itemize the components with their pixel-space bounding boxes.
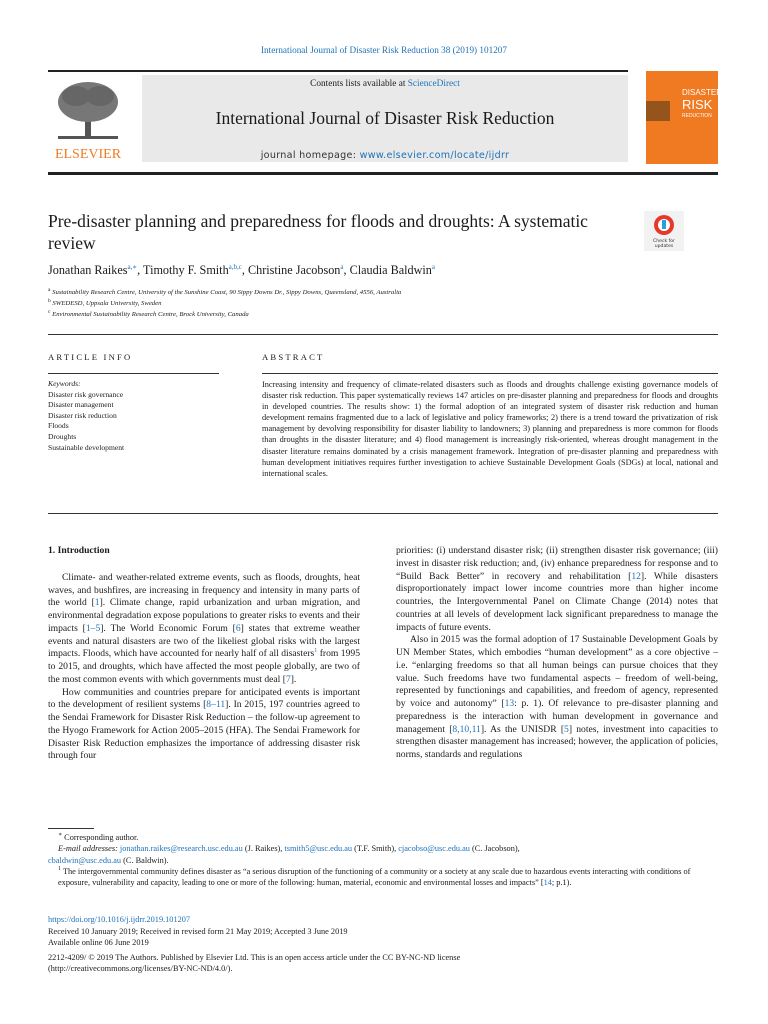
email-label: E-mail addresses: — [58, 844, 118, 854]
author-affiliation-marker[interactable]: a,b,c — [228, 262, 242, 271]
author-name: Jonathan Raikes — [48, 263, 128, 277]
email-link[interactable]: cjacobso@usc.edu.au — [398, 844, 470, 854]
affiliation-marker: b — [48, 297, 51, 304]
paragraph — [396, 634, 718, 762]
available-online: Available online 06 June 2019 — [48, 938, 149, 947]
email-addresses-cont — [48, 855, 718, 866]
article-info-divider — [48, 373, 219, 374]
reference-link[interactable]: 13 — [504, 698, 515, 709]
paragraph — [396, 545, 718, 634]
abstract-heading: ABSTRACT — [262, 352, 325, 362]
body-column-right — [396, 545, 718, 762]
author-name: Timothy F. Smith — [143, 263, 229, 277]
cover-word-2: RISK — [682, 97, 713, 112]
reference-link[interactable]: 1 — [94, 597, 100, 609]
publisher-name: ELSEVIER — [54, 147, 122, 162]
footnote-text: The intergovernmental community defines disaster as “a serious disruption of the functioning of a community or a society at any scale due to hazardous events interacting with conditions of exposure, vulnerability and capacity, leading to one or more of the following: human, material, economic and environmental losses and impacts” [ — [58, 866, 691, 888]
elsevier-logo — [48, 74, 128, 164]
badge-line-2: updates — [654, 244, 674, 249]
paragraph — [48, 687, 360, 764]
journal-citation[interactable]: International Journal of Disaster Risk Reduction 38 (2019) 101207 — [261, 45, 507, 55]
section-divider — [48, 334, 718, 335]
keywords-label: Keywords: — [48, 379, 81, 388]
affiliation — [48, 297, 648, 307]
body-divider — [48, 513, 718, 514]
article-info-heading: ARTICLE INFO — [48, 352, 133, 362]
license-url[interactable]: (http://creativecommons.org/licenses/BY-NC-ND/4.0/). — [48, 964, 233, 973]
affiliation-text: Sustainability Research Centre, University of the Sunshine Coast, 90 Sippy Downs Dr., Sippy Downs, Queensland, 4556, Australia — [52, 289, 402, 296]
keyword: Disaster risk reduction — [48, 410, 117, 420]
affiliation-marker: c — [48, 308, 51, 315]
contents-line — [142, 79, 628, 89]
keyword: Sustainable development — [48, 442, 125, 452]
paragraph-text: from 1995 to 2015, and droughts, which have affected the most people globally, are two of the most common events with which governments must deal [ — [48, 648, 360, 685]
author-affiliation-marker[interactable]: a — [340, 262, 344, 271]
publication-info — [48, 914, 718, 975]
footnote-divider — [48, 828, 94, 829]
check-updates-icon — [644, 211, 684, 251]
keyword: Droughts — [48, 431, 77, 441]
abstract-text: Increasing intensity and frequency of climate-related disasters such as floods and droughts challenge existing governance models of disaster risk reduction. This paper systematically reviews 147 articles on pre-disaster planning and preparedness for floods and droughts in developed countries. The results show: 1) the formal adoption of an integrated system of disaster risk reduction and human development remains fragmented due to a lack of legislative and policy frameworks; 2) there is a trend toward the privatization of risk management by devolving responsibility for disaster liability to landowners; 3) planning and preparedness is more common for floods than droughts in the disaster literature; and 4) flood management is increasingly risk-oriented, whereas drought management in the disaster literature remains dominated by a crisis management framework. Integration of pre-disaster planning and preparedness with human development initiatives requires further investigation to achieve Sustainable Development Goals (SDGs) at local, national and international scales. — [262, 380, 718, 478]
author-affiliation-marker[interactable]: a — [431, 262, 435, 271]
reference-link[interactable]: 6 — [235, 622, 241, 634]
reference-link[interactable]: 7 — [285, 673, 291, 685]
keyword: Floods — [48, 421, 69, 431]
paragraph-text: priorities: (i) understand disaster risk; (ii) strengthen disaster risk governance; (iii) invest in disaster risk reduction; and, (iv) enhance preparedness for response and to “Build Back Better” in recovery and rehabilitation [ — [396, 545, 718, 582]
author-separator: , — [137, 263, 144, 277]
contents-prefix: Contents lists available at — [310, 79, 408, 89]
paragraph-text: ]. As the UNISDR [ — [480, 723, 565, 735]
footnotes — [48, 832, 718, 888]
body-column-left — [48, 545, 360, 763]
journal-homepage — [142, 150, 628, 161]
journal-title: International Journal of Disaster Risk Reduction — [215, 108, 555, 128]
paragraph-text: ]. — [290, 673, 297, 685]
paragraph-text: Also in 2015 was the formal adoption of 17 Sustainable Development Goals by UN Member States, which embodies “human development” as a core objective – i.e. “enlarging freedoms so that all human beings can pursue choices that they value. Such freedoms have two fundamental aspects – freedom of well-being, represented by functionings and capabilities, and freedom of agency, represented by voice and autonomy” [ — [396, 634, 718, 709]
article-title: Pre-disaster planning and preparedness for floods and droughts: A systematic review — [48, 211, 588, 253]
paragraph-text: ] notes, investment into capacities to strengthen disaster management has increased; however, the application of policies, norms, standards and regulations — [396, 723, 719, 760]
footnote-number: 1 — [58, 866, 61, 873]
affiliation-text: Environmental Sustainability Research Centre, Brock University, Canada — [52, 311, 249, 318]
paragraph — [48, 572, 360, 687]
email-owner: (C. Jacobson), — [469, 844, 520, 854]
cover-word-1: DISASTER — [682, 88, 723, 97]
license-text: 2212-4209/ © 2019 The Authors. Published by Elsevier Ltd. This is an open access article under the CC BY-NC-ND license — [48, 952, 461, 962]
keyword: Disaster management — [48, 400, 114, 410]
email-link[interactable]: jonathan.raikes@research.usc.edu.au — [119, 844, 243, 854]
footnote-text: Corresponding author. — [64, 833, 139, 842]
email-link[interactable]: cbaldwin@usc.edu.au — [48, 855, 122, 865]
section-heading-introduction: 1. Introduction — [48, 545, 110, 556]
reference-link[interactable]: 1–5 — [85, 622, 101, 634]
keyword: Disaster risk governance — [48, 389, 124, 399]
author-separator: , — [343, 263, 350, 277]
reference-link[interactable]: 5 — [564, 723, 569, 735]
header-divider — [48, 70, 628, 72]
check-for-updates-badge[interactable] — [644, 211, 684, 251]
email-owner: (C. Baldwin). — [121, 855, 169, 865]
reference-link[interactable]: 8,10,11 — [452, 723, 481, 735]
abstract-divider — [262, 373, 718, 374]
cover-word-3: REDUCTION — [682, 113, 712, 119]
email-owner: (T.F. Smith), — [352, 844, 399, 854]
paragraph-text: Climate- and weather-related extreme events, such as floods, droughts, heat waves, and bushfires, are increasing in frequency and intensity in many parts of the world [ — [48, 571, 360, 609]
footnote-text: ; p.1). — [551, 878, 572, 888]
author-list — [48, 263, 648, 278]
received-dates: Received 10 January 2019; Received in revised form 21 May 2019; Accepted 3 June 2019 — [48, 926, 348, 936]
author-name: Christine Jacobson — [247, 263, 341, 277]
reference-link[interactable]: 8–11 — [206, 699, 226, 711]
paragraph-text: : p. 1). Of relevance to pre-disaster planning and preparedness is the interaction with human development in governance and management [ — [396, 698, 718, 735]
footnote-marker[interactable]: 1 — [314, 648, 318, 655]
sciencedirect-link[interactable]: ScienceDirect — [407, 79, 460, 89]
reference-link[interactable]: 14 — [543, 878, 552, 888]
affiliation — [48, 286, 648, 296]
affiliation-text: SWEDESD, Uppsala University, Sweden — [52, 300, 162, 307]
author-affiliation-marker[interactable]: a,∗ — [127, 262, 138, 271]
email-owner: (J. Raikes), — [242, 844, 285, 854]
journal-cover-image — [646, 71, 723, 164]
affiliation-marker: a — [48, 286, 51, 293]
paragraph-text: How communities and countries prepare for anticipated events is important to the development of resilient systems [ — [48, 686, 360, 711]
affiliation — [48, 308, 648, 318]
paragraph-text: ]. The World Economic Forum [ — [100, 622, 236, 634]
keywords-block — [48, 379, 228, 453]
footnote-1 — [48, 866, 718, 889]
paragraph-text: ]. While disasters disproportionately impact lower income countries more than higher income countries, the Intergovernmental Panel on Climate Change (2014) notes that countries at all levels of development lack significant preparedness to manage the impacts of future events. — [396, 570, 718, 633]
reference-link[interactable]: 12 — [631, 570, 641, 582]
author-separator: , — [241, 263, 248, 277]
corresponding-author-note: ∗ Corresponding author. — [58, 832, 139, 842]
badge-line-1: Check for — [653, 239, 675, 244]
paragraph-text: ]. In 2015, 197 countries agreed to the Sendai Framework for Disaster Risk Reduction – the follow-up agreement to the Hyogo Framework for Action 2005–2015 (HFA). The Sendai Framework for Disaster Risk Reduction emphasizes the importance of addressing disaster risk through four — [48, 699, 360, 762]
email-addresses — [48, 843, 718, 854]
doi-link[interactable]: https://doi.org/10.1016/j.ijdrr.2019.101207 — [48, 915, 191, 924]
email-link[interactable]: tsmith5@usc.edu.au — [284, 844, 353, 854]
paragraph-text: ]. Climate change, rapid urbanization and urban migration, and environmental degradation expose populations to greater risks to events and their impacts [ — [48, 597, 360, 634]
masthead-divider — [48, 172, 718, 175]
author-name: Claudia Baldwin — [349, 263, 432, 277]
homepage-link[interactable]: www.elsevier.com/locate/ijdrr — [359, 150, 510, 161]
homepage-label: journal homepage: — [260, 150, 360, 161]
paragraph-text: ] states that extreme weather events and natural disasters are two of the likeliest global risks with the largest impacts. Floods, which have accounted for nearly half of all disasters — [48, 622, 360, 660]
